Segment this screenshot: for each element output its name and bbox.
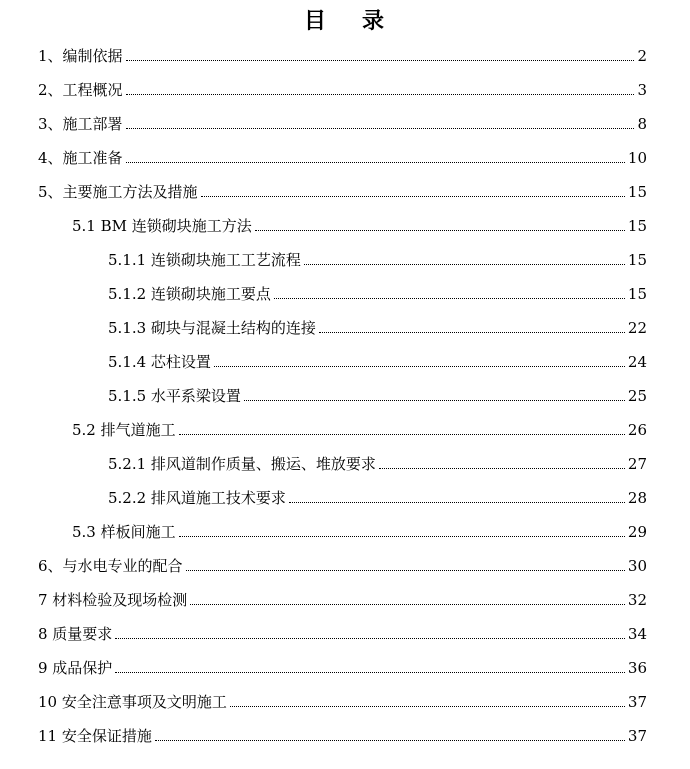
toc-entry[interactable] bbox=[0, 110, 690, 134]
toc-entry-label: 6、与水电专业的配合 bbox=[38, 557, 183, 575]
toc-entry[interactable] bbox=[0, 654, 690, 678]
toc-entry-label: 5、主要施工方法及措施 bbox=[38, 183, 198, 201]
toc-entry-label: 5.2.2 排风道施工技术要求 bbox=[108, 489, 286, 507]
toc-entry-label: 5.1.4 芯柱设置 bbox=[108, 353, 211, 371]
dot-leader bbox=[274, 297, 625, 299]
toc-entry[interactable] bbox=[0, 552, 690, 576]
toc-entry-page: 27 bbox=[627, 455, 647, 473]
toc-entry[interactable] bbox=[0, 178, 690, 202]
toc-entry[interactable] bbox=[0, 416, 690, 440]
toc-entry-label: 8 质量要求 bbox=[38, 625, 113, 643]
toc-entry-page: 32 bbox=[627, 591, 647, 609]
dot-leader bbox=[190, 603, 625, 605]
toc-entry[interactable] bbox=[0, 42, 690, 66]
dot-leader bbox=[201, 195, 625, 197]
toc-entry-label: 5.1.2 连锁砌块施工要点 bbox=[108, 285, 271, 303]
toc-entry[interactable] bbox=[0, 484, 690, 508]
dot-leader bbox=[255, 229, 625, 231]
toc-entry-page: 3 bbox=[637, 81, 647, 99]
toc-entry-page: 2 bbox=[637, 47, 647, 65]
toc-entry-page: 15 bbox=[627, 217, 647, 235]
toc-entry-label: 5.1.1 连锁砌块施工工艺流程 bbox=[108, 251, 301, 269]
toc-entry[interactable] bbox=[0, 76, 690, 100]
title-char-2: 录 bbox=[362, 8, 387, 34]
toc-entry[interactable] bbox=[0, 280, 690, 304]
toc-entry-label: 4、施工准备 bbox=[38, 149, 123, 167]
toc-entry-page: 15 bbox=[627, 251, 647, 269]
dot-leader bbox=[244, 399, 625, 401]
toc-entry-page: 29 bbox=[627, 523, 647, 541]
toc-entry-page: 15 bbox=[627, 285, 647, 303]
toc-entry-page: 10 bbox=[627, 149, 647, 167]
dot-leader bbox=[186, 569, 625, 571]
toc-entry[interactable] bbox=[0, 450, 690, 474]
toc-entry[interactable] bbox=[0, 314, 690, 338]
toc-entry[interactable] bbox=[0, 620, 690, 644]
dot-leader bbox=[126, 161, 625, 163]
dot-leader bbox=[319, 331, 625, 333]
toc-entry-label: 5.3 样板间施工 bbox=[72, 523, 176, 541]
toc-entry-page: 24 bbox=[627, 353, 647, 371]
page-title bbox=[0, 6, 690, 36]
toc-entry-page: 26 bbox=[627, 421, 647, 439]
dot-leader bbox=[115, 671, 625, 673]
toc-entry[interactable] bbox=[0, 722, 690, 746]
toc-entry-label: 5.1.3 砌块与混凝土结构的连接 bbox=[108, 319, 316, 337]
toc-entry-page: 25 bbox=[627, 387, 647, 405]
dot-leader bbox=[304, 263, 625, 265]
toc-entry-label: 7 材料检验及现场检测 bbox=[38, 591, 188, 609]
dot-leader bbox=[155, 739, 625, 741]
toc-entry-page: 28 bbox=[627, 489, 647, 507]
dot-leader bbox=[126, 59, 635, 61]
toc-entry-label: 10 安全注意事项及文明施工 bbox=[38, 693, 227, 711]
toc-entry-page: 30 bbox=[627, 557, 647, 575]
toc-entry[interactable] bbox=[0, 246, 690, 270]
toc-entry[interactable] bbox=[0, 586, 690, 610]
toc-entry-label: 9 成品保护 bbox=[38, 659, 113, 677]
dot-leader bbox=[214, 365, 625, 367]
toc-entry-page: 37 bbox=[627, 693, 647, 711]
toc-entry[interactable] bbox=[0, 212, 690, 236]
dot-leader bbox=[179, 535, 625, 537]
dot-leader bbox=[379, 467, 625, 469]
dot-leader bbox=[126, 93, 635, 95]
toc-entry-label: 11 安全保证措施 bbox=[38, 727, 152, 745]
toc-entry-label: 5.2 排气道施工 bbox=[72, 421, 176, 439]
toc-entry-page: 8 bbox=[637, 115, 647, 133]
toc-entry-page: 37 bbox=[627, 727, 647, 745]
toc-entry[interactable] bbox=[0, 382, 690, 406]
toc-entry[interactable] bbox=[0, 144, 690, 168]
toc-entry-label: 3、施工部署 bbox=[38, 115, 123, 133]
dot-leader bbox=[179, 433, 625, 435]
toc-entry-label: 2、工程概况 bbox=[38, 81, 123, 99]
dot-leader bbox=[126, 127, 635, 129]
toc-entry-page: 34 bbox=[627, 625, 647, 643]
dot-leader bbox=[230, 705, 625, 707]
toc-entry-page: 15 bbox=[627, 183, 647, 201]
toc-entry[interactable] bbox=[0, 518, 690, 542]
toc-entry-label: 5.1 BM 连锁砌块施工方法 bbox=[72, 217, 252, 235]
toc-entry-page: 22 bbox=[627, 319, 647, 337]
dot-leader bbox=[289, 501, 625, 503]
toc-entry-page: 36 bbox=[627, 659, 647, 677]
toc-entry-label: 5.1.5 水平系梁设置 bbox=[108, 387, 241, 405]
toc-entry[interactable] bbox=[0, 348, 690, 372]
toc-entry[interactable] bbox=[0, 688, 690, 712]
title-char-1: 目 bbox=[303, 8, 328, 34]
toc-entry-label: 5.2.1 排风道制作质量、搬运、堆放要求 bbox=[108, 455, 376, 473]
dot-leader bbox=[115, 637, 625, 639]
toc-entry-label: 1、编制依据 bbox=[38, 47, 123, 65]
